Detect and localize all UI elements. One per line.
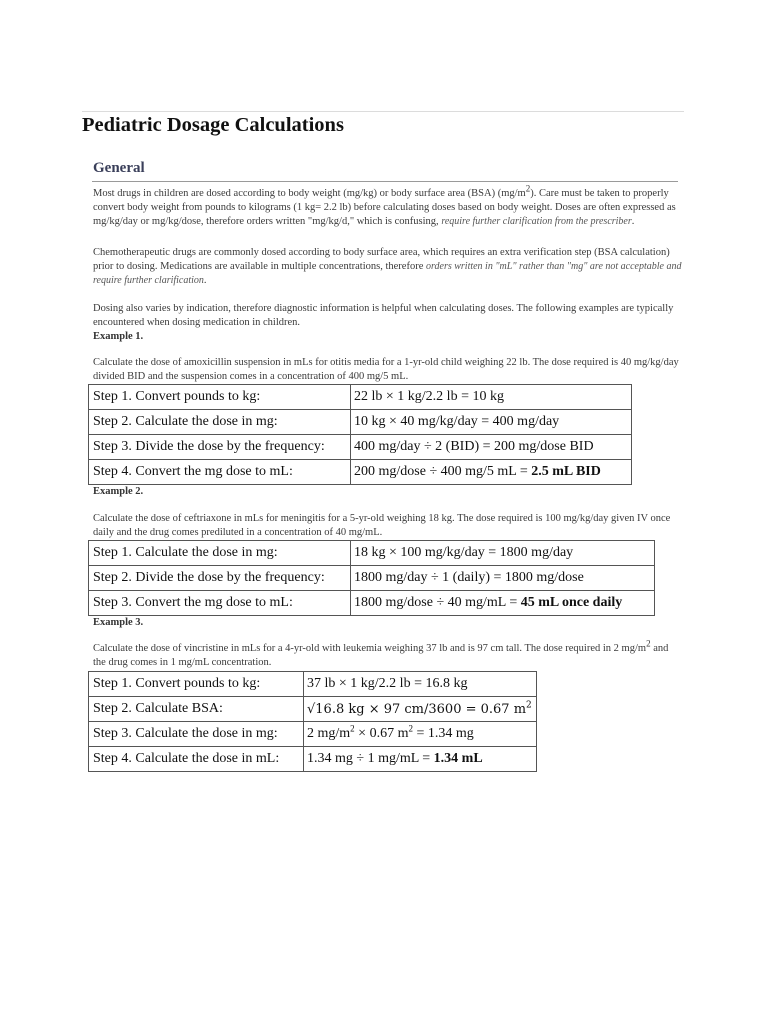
step-cell: Step 3. Calculate the dose in mg: (89, 722, 304, 747)
general-paragraph-3: Dosing also varies by indication, therefore diagnostic information is helpful when calculating doses. The following examples are typically encountered when dosing medication in children. (93, 303, 674, 329)
example-3-table (88, 671, 537, 772)
result-cell: 22 lb × 1 kg/2.2 lb = 10 kg (351, 385, 632, 410)
result-cell: 200 mg/dose ÷ 400 mg/5 mL = 2.5 mL BID (351, 460, 632, 485)
step-cell: Step 2. Divide the dose by the frequency: (89, 566, 351, 591)
general-paragraph-1: Most drugs in children are dosed according to body weight (mg/kg) or body surface area (BSA) $(mg/m^2)$. Care must be taken to properly convert body weight from pounds to kilograms (1 kg= 2.2 lb) before calculating doses based on body weight. Doses are often expressed as mg/kg/day or mg/kg/dose, therefore orders written "mg/kg/d," which is confusing, require further clarification from the prescriber. (93, 183, 676, 228)
example-2-label: Example 2. (93, 486, 144, 497)
table-row (89, 460, 632, 485)
example-1-text: Calculate the dose of amoxicillin suspension in mLs for otitis media for a 1-yr-old child weighing 22 lb. The dose required is 40 mg/kg/day divided BID and the suspension comes in a concentration of 400 mg/5 mL. (93, 357, 679, 383)
page-title: Pediatric Dosage Calculations (82, 114, 344, 136)
example-2-text: Calculate the dose of ceftriaxone in mLs for meningitis for a 5-yr-old weighing 18 kg. The dose required is 100 mg/kg/day given IV once daily and the drug comes prediluted in a concentration of 40 mg/mL. (93, 513, 671, 539)
step-cell: Step 3. Divide the dose by the frequency: (89, 435, 351, 460)
step-cell: Step 1. Convert pounds to kg: (89, 385, 351, 410)
step-cell: Step 2. Calculate BSA: (89, 697, 304, 722)
table-row (89, 385, 632, 410)
step-cell: Step 4. Convert the mg dose to mL: (89, 460, 351, 485)
table-row (89, 697, 537, 722)
step-cell: Step 4. Calculate the dose in mL: (89, 747, 304, 772)
table-row (89, 672, 537, 697)
table-row (89, 541, 655, 566)
table-row (89, 747, 537, 772)
table-row (89, 435, 632, 460)
example-1-table (88, 384, 632, 485)
table-row (89, 566, 655, 591)
result-cell: 1800 mg/dose ÷ 40 mg/mL = 45 mL once daily (351, 591, 655, 616)
example-3-label: Example 3. (93, 617, 144, 628)
result-cell: 18 kg × 100 mg/kg/day = 1800 mg/day (351, 541, 655, 566)
section-heading-general: General (93, 160, 145, 176)
result-cell: 37 lb × 1 kg/2.2 lb = 16.8 kg (304, 672, 537, 697)
result-cell: 400 mg/day ÷ 2 (BID) = 200 mg/dose BID (351, 435, 632, 460)
general-paragraph-2: Chemotherapeutic drugs are commonly dosed according to body surface area, which requires an extra verification step (BSA calculation) prior to dosing. Medications are available in multiple concentrations, therefore orders written in "mL" rather than "mg" are not acceptable and require further clarification. (93, 247, 682, 287)
step-cell: Step 3. Convert the mg dose to mL: (89, 591, 351, 616)
step-cell: Step 1. Calculate the dose in mg: (89, 541, 351, 566)
result-cell: √16.8 kg × 97 cm/3600 = 0.67 $m^2$ (304, 697, 537, 722)
example-3-text: Calculate the dose of vincristine in mLs for a 4-yr-old with leukemia weighing 37 lb and is 97 cm tall. The dose required in 2 $mg/m^2$ and the drug comes in 1 mg/mL concentration. (93, 638, 669, 669)
example-1-label: Example 1. (93, 331, 144, 342)
result-cell: 1800 mg/day ÷ 1 (daily) = 1800 mg/dose (351, 566, 655, 591)
table-row (89, 722, 537, 747)
result-cell: 10 kg × 40 mg/kg/day = 400 mg/day (351, 410, 632, 435)
section-divider (92, 181, 678, 182)
top-divider (82, 111, 684, 112)
result-cell: 2 $mg/m^2 \times 0.67$ $m^2 = 1.34$ mg (304, 722, 537, 747)
step-cell: Step 2. Calculate the dose in mg: (89, 410, 351, 435)
example-2-table (88, 540, 655, 616)
table-row (89, 410, 632, 435)
table-row (89, 591, 655, 616)
result-cell: 1.34 mg ÷ 1 mg/mL = 1.34 mL (304, 747, 537, 772)
step-cell: Step 1. Convert pounds to kg: (89, 672, 304, 697)
